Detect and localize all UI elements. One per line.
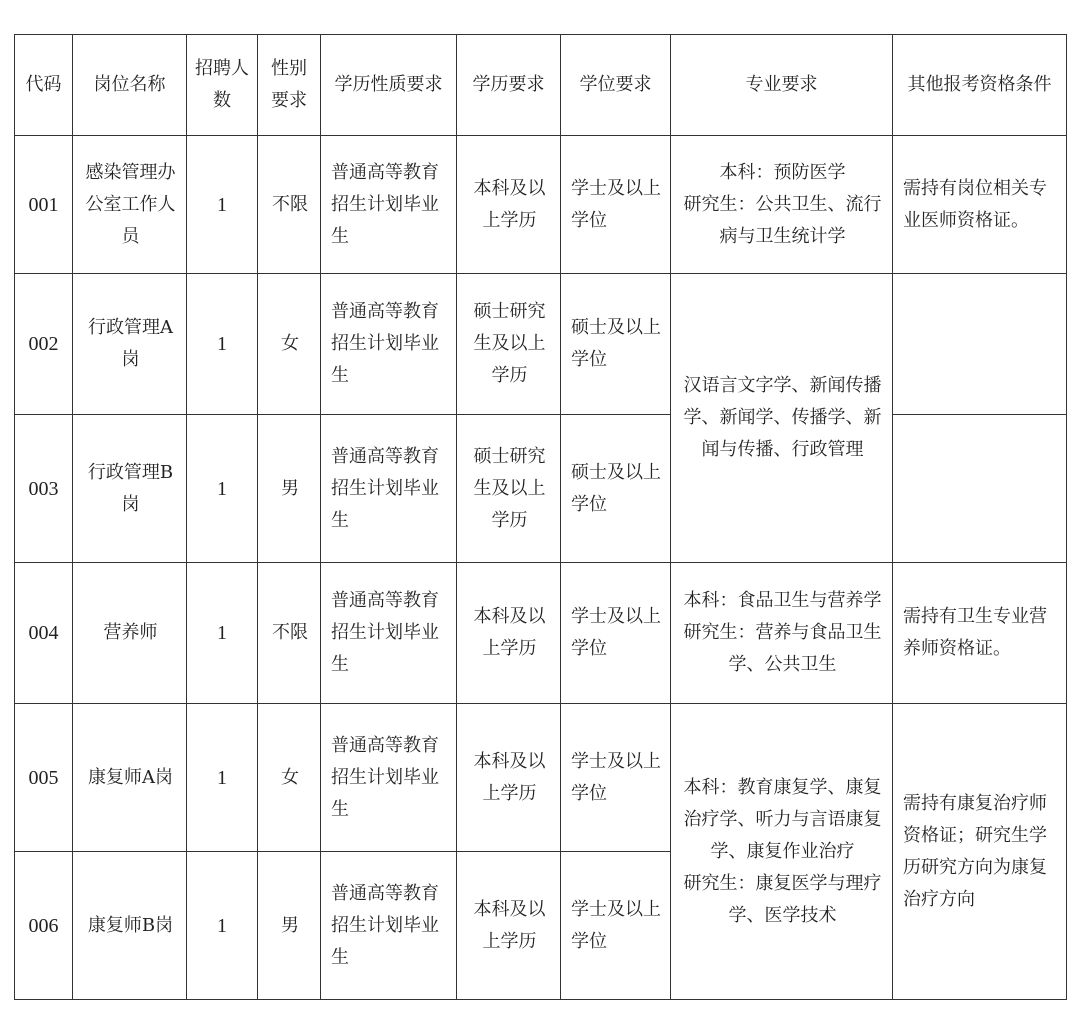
cell-major-req: 本科：预防医学 研究生：公共卫生、流行病与卫生统计学 bbox=[671, 136, 893, 274]
cell-count: 1 bbox=[187, 563, 258, 704]
cell-edu-req: 硕士研究生及以上学历 bbox=[457, 274, 561, 415]
cell-edu-req: 本科及以上学历 bbox=[457, 563, 561, 704]
header-position: 岗位名称 bbox=[73, 35, 187, 136]
cell-gender: 男 bbox=[258, 415, 321, 563]
cell-code: 004 bbox=[15, 563, 73, 704]
cell-edu-type: 普通高等教育招生计划毕业生 bbox=[321, 274, 457, 415]
header-gender: 性别要求 bbox=[258, 35, 321, 136]
cell-degree-req: 学士及以上学位 bbox=[561, 136, 671, 274]
cell-code: 002 bbox=[15, 274, 73, 415]
cell-edu-type: 普通高等教育招生计划毕业生 bbox=[321, 415, 457, 563]
cell-position: 行政管理B岗 bbox=[73, 415, 187, 563]
cell-edu-type: 普通高等教育招生计划毕业生 bbox=[321, 563, 457, 704]
cell-other-req bbox=[893, 415, 1067, 563]
cell-position: 感染管理办公室工作人员 bbox=[73, 136, 187, 274]
cell-degree-req: 学士及以上学位 bbox=[561, 852, 671, 1000]
cell-position: 康复师A岗 bbox=[73, 704, 187, 852]
table-row bbox=[15, 136, 1067, 274]
cell-other-req: 需持有卫生专业营养师资格证。 bbox=[893, 563, 1067, 704]
cell-position: 行政管理A岗 bbox=[73, 274, 187, 415]
header-code: 代码 bbox=[15, 35, 73, 136]
cell-code: 005 bbox=[15, 704, 73, 852]
cell-edu-req: 本科及以上学历 bbox=[457, 852, 561, 1000]
table-row bbox=[15, 274, 1067, 415]
header-degree-req: 学位要求 bbox=[561, 35, 671, 136]
cell-other-req bbox=[893, 274, 1067, 415]
header-count: 招聘人数 bbox=[187, 35, 258, 136]
header-major-req: 专业要求 bbox=[671, 35, 893, 136]
cell-code: 006 bbox=[15, 852, 73, 1000]
cell-degree-req: 硕士及以上学位 bbox=[561, 274, 671, 415]
recruitment-table bbox=[14, 34, 1067, 1000]
cell-gender: 不限 bbox=[258, 563, 321, 704]
header-edu-req: 学历要求 bbox=[457, 35, 561, 136]
cell-major-req: 本科：教育康复学、康复治疗学、听力与言语康复学、康复作业治疗 研究生：康复医学与理疗学、医学技术 bbox=[671, 704, 893, 1000]
cell-count: 1 bbox=[187, 704, 258, 852]
header-edu-type: 学历性质要求 bbox=[321, 35, 457, 136]
header-row bbox=[15, 35, 1067, 136]
cell-major-req: 汉语言文字学、新闻传播学、新闻学、传播学、新闻与传播、行政管理 bbox=[671, 274, 893, 563]
header-other-req: 其他报考资格条件 bbox=[893, 35, 1067, 136]
table-row bbox=[15, 415, 1067, 563]
cell-gender: 女 bbox=[258, 704, 321, 852]
cell-edu-type: 普通高等教育招生计划毕业生 bbox=[321, 136, 457, 274]
cell-degree-req: 硕士及以上学位 bbox=[561, 415, 671, 563]
cell-gender: 不限 bbox=[258, 136, 321, 274]
cell-position: 康复师B岗 bbox=[73, 852, 187, 1000]
cell-code: 001 bbox=[15, 136, 73, 274]
cell-position: 营养师 bbox=[73, 563, 187, 704]
cell-other-req: 需持有康复治疗师资格证；研究生学历研究方向为康复治疗方向 bbox=[893, 704, 1067, 1000]
cell-major-req: 本科：食品卫生与营养学 研究生：营养与食品卫生学、公共卫生 bbox=[671, 563, 893, 704]
cell-gender: 女 bbox=[258, 274, 321, 415]
cell-gender: 男 bbox=[258, 852, 321, 1000]
cell-other-req: 需持有岗位相关专业医师资格证。 bbox=[893, 136, 1067, 274]
cell-edu-type: 普通高等教育招生计划毕业生 bbox=[321, 704, 457, 852]
cell-edu-type: 普通高等教育招生计划毕业生 bbox=[321, 852, 457, 1000]
cell-count: 1 bbox=[187, 274, 258, 415]
cell-edu-req: 本科及以上学历 bbox=[457, 704, 561, 852]
cell-count: 1 bbox=[187, 852, 258, 1000]
table-row bbox=[15, 704, 1067, 852]
cell-count: 1 bbox=[187, 136, 258, 274]
cell-edu-req: 硕士研究生及以上学历 bbox=[457, 415, 561, 563]
cell-count: 1 bbox=[187, 415, 258, 563]
cell-code: 003 bbox=[15, 415, 73, 563]
cell-edu-req: 本科及以上学历 bbox=[457, 136, 561, 274]
cell-degree-req: 学士及以上学位 bbox=[561, 563, 671, 704]
table-row bbox=[15, 563, 1067, 704]
cell-degree-req: 学士及以上学位 bbox=[561, 704, 671, 852]
